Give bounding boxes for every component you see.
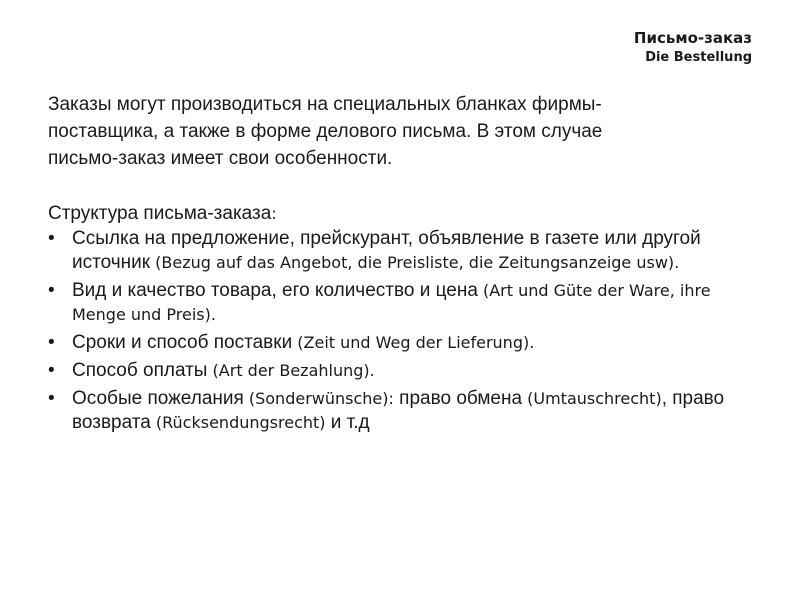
bullet-icon: • (48, 388, 55, 409)
item-de: (Art der Bezahlung) (207, 361, 370, 380)
item-de-2: (Umtauschrecht) (522, 389, 662, 408)
item-tail: право обмена (393, 388, 523, 409)
bullet-icon: • (48, 228, 55, 249)
bullet-icon: • (48, 332, 55, 353)
list-item (48, 331, 748, 355)
item-ru: Особые пожелания (72, 388, 244, 409)
list-item (48, 227, 748, 275)
bullet-icon: • (48, 280, 55, 301)
list-item (48, 359, 748, 383)
item-ru: Вид и качество товара, его количество и цена (72, 280, 478, 301)
list-item (48, 279, 748, 327)
item-tail: . (674, 253, 680, 272)
item-ru: Ссылка на предложение, прейскурант, объявление в газете или другой источник (72, 228, 701, 273)
item-tail: . (529, 333, 535, 352)
structure-heading-colon: : (271, 204, 277, 223)
item-de-3: (Rücksendungsrecht) (150, 413, 326, 432)
item-tail: . (369, 361, 375, 380)
list-item (48, 387, 748, 435)
bullet-icon: • (48, 360, 55, 381)
structure-list (48, 227, 748, 435)
slide-subtitle: Die Bestellung (645, 50, 752, 65)
slide-title: Письмо-заказ (633, 29, 752, 47)
structure-heading (48, 202, 748, 226)
slide-body (48, 93, 748, 439)
item-ru: Сроки и способ поставки (72, 332, 293, 353)
structure-heading-text: Структура письма-заказа (48, 203, 272, 224)
intro-line-3: письмо-заказ имеет свои особенности. (48, 148, 393, 169)
item-de: (Sonderwünsche): (243, 389, 394, 408)
item-ru: Способ оплаты (72, 360, 208, 381)
intro-line-1: Заказы могут производиться на специальных бланках фирмы- (48, 94, 602, 115)
spacer (48, 174, 748, 202)
item-de: (Bezug auf das Angebot, die Preisliste, die Zeitungsanzeige usw) (150, 253, 675, 272)
item-tail: . (210, 305, 216, 324)
item-tail-2: , право возврата (72, 388, 725, 433)
intro-line-2: поставщика, а также в форме делового письма. В этом случае (48, 121, 603, 142)
item-tail-3: и т.д (325, 412, 370, 433)
item-de: (Zeit und Weg der Lieferung) (292, 333, 530, 352)
item-de: (Art und Güte der Ware, ihre Menge und Preis) (72, 281, 711, 324)
slide-header (634, 28, 752, 68)
